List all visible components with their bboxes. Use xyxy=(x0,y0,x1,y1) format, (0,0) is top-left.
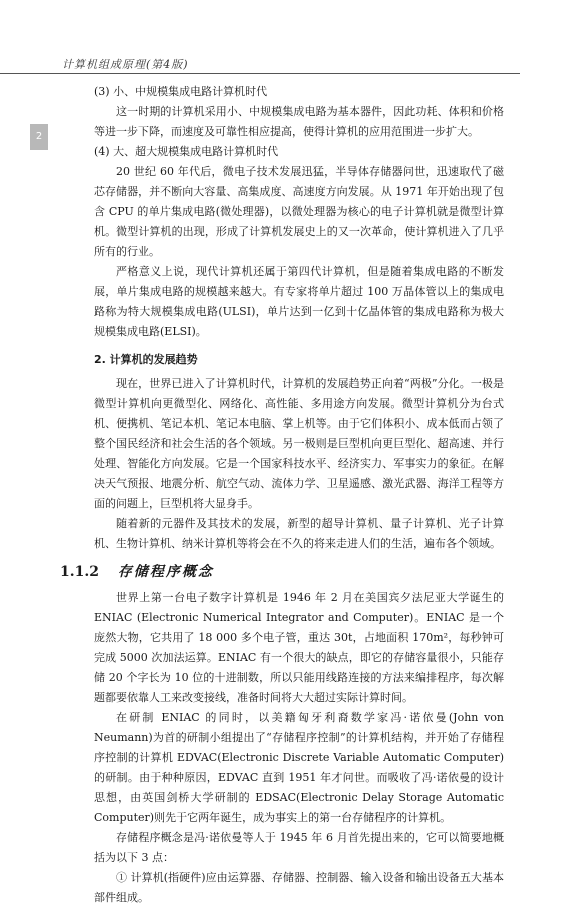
section-paragraph-2: 在研制 ENIAC 的同时，以美籍匈牙利裔数学家冯·诺依曼(John von Neumann)为首的研制小组提出了“存储程序控制”的计算机结构，并开始了存储程序控制的计算机 EDVAC(Electronic Discrete Variable Automatic Computer)的研制。由于种种原因，EDVAC 直到 1951 年才问世。而吸收了冯·诺依曼的设计思想，由英国剑桥大学研制的 EDSAC(Electronic Delay Storage Automatic Computer)则先于它两年诞生，成为事实上的第一台存储程序的计算机。 xyxy=(94,711,504,824)
era3-paragraph: 这一时期的计算机采用小、中规模集成电路为基本器件，因此功耗、体积和价格等进一步下降，而速度及可靠性相应提高，使得计算机的应用范围进一步扩大。 xyxy=(94,105,504,138)
era4-paragraph-1: 20 世纪 60 年代后，微电子技术发展迅猛，半导体存储器问世，迅速取代了磁芯存储器，并不断向大容量、高集成度、高速度方向发展。从 1971 年开始出现了包含 CPU 的单片集成电路(微处理器)，以微处理器为核心的电子计算机就是微型计算机。微型计算机的出现，形成了计算机发展史上的又一次革命，使计算机进入了几乎所有的行业。 xyxy=(94,165,504,258)
section-paragraph-1: 世界上第一台电子数字计算机是 1946 年 2 月在美国宾夕法尼亚大学诞生的 ENIAC (Electronic Numerical Integrator and Computer)。ENIAC 是一个庞然大物，它共用了 18 000 多个电子管，重达 30t，占地面积 170m²，每秒钟可完成 5000 次加法运算。ENIAC 有一个很大的缺点，即它的存储容量很小，只能存储 20 个字长为 10 位的十进制数，所以只能用线路连接的方法来编排程序，每次解题都要依靠人工来改变接线，准备时间将大大超过实际计算时间。 xyxy=(94,591,504,704)
trend-paragraph-2: 随着新的元器件及其技术的发展，新型的超导计算机、量子计算机、光子计算机、生物计算机、纳米计算机等将会在不久的将来走进人们的生活，遍布各个领域。 xyxy=(94,517,504,550)
page-number-tab: 2 xyxy=(30,124,48,150)
section-list-item-1: ① 计算机(指硬件)应由运算器、存储器、控制器、输入设备和输出设备五大基本部件组成。 xyxy=(94,871,504,904)
era4-heading: (4) 大、超大规模集成电路计算机时代 xyxy=(94,145,279,158)
section-number: 1.1.2 xyxy=(60,564,99,580)
running-head: 计算机组成原理(第4版) xyxy=(62,58,189,71)
section-name: 存储程序概念 xyxy=(117,564,214,580)
era4-paragraph-2: 严格意义上说，现代计算机还属于第四代计算机，但是随着集成电路的不断发展，单片集成电路的规模越来越大。有专家将单片超过 100 万晶体管以上的集成电路称为特大规模集成电路(ULSI)，单片达到一亿到十亿晶体管的集成电路称为极大规模集成电路(ELSI)。 xyxy=(94,265,504,338)
page-body xyxy=(60,82,504,908)
section-title xyxy=(60,560,504,584)
section-paragraph-3: 存储程序概念是冯·诺依曼等人于 1945 年 6 月首先提出来的，它可以简要地概括为以下 3 点： xyxy=(94,831,504,864)
trend-heading: 2. 计算机的发展趋势 xyxy=(94,353,198,366)
header-rule xyxy=(0,73,520,74)
trend-paragraph-1: 现在，世界已进入了计算机时代，计算机的发展趋势正向着“两极”分化。一极是微型计算机向更微型化、网络化、高性能、多用途方向发展。微型计算机分为台式机、便携机、笔记本机、笔记本电脑、掌上机等。由于它们体积小、成本低而占领了整个国民经济和社会生活的各个领域。另一极则是巨型机向更巨型化、超高速、并行处理、智能化方向发展。它是一个国家科技水平、经济实力、军事实力的象征。在解决天气预报、地震分析、航空气动、流体力学、卫星遥感、激光武器、海洋工程等方面的问题上，巨型机将大显身手。 xyxy=(94,377,504,510)
era3-heading: (3) 小、中规模集成电路计算机时代 xyxy=(94,85,268,98)
